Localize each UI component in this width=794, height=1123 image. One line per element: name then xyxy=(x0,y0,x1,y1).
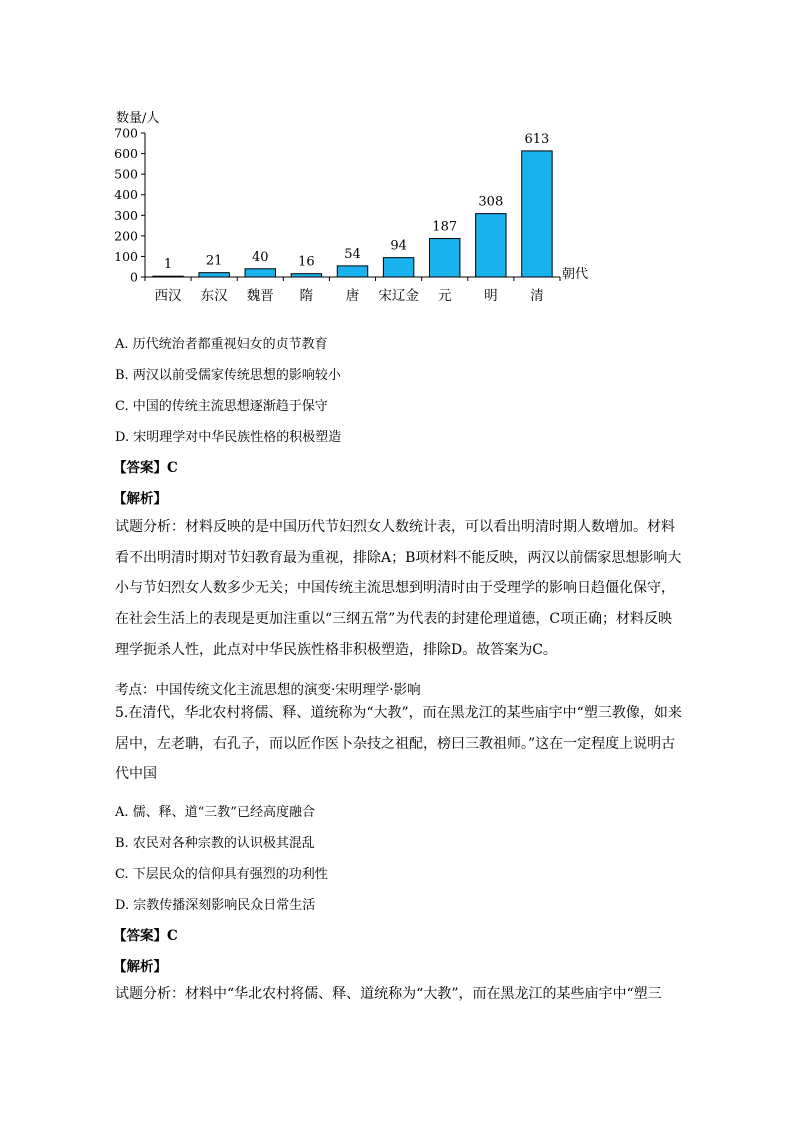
bar xyxy=(383,258,413,277)
q4-option-b: B. 两汉以前受儒家传统思想的影响较小 xyxy=(115,368,341,383)
category-label: 隋 xyxy=(299,288,314,304)
bar-value-label: 613 xyxy=(524,131,550,147)
q5-stem: 5.在清代，华北农村将儒、释、道统称为“大教”，而在黑龙江的某些庙宇中“塑三教像，如来居中，左老聃，右孔子，而以匠作医卜杂技之祖配，榜曰三教祖师。”这在一定程度上说明古代中国 xyxy=(115,705,682,783)
bar xyxy=(522,151,552,277)
bar-value-label: 16 xyxy=(298,254,315,270)
y-tick-label: 600 xyxy=(114,146,138,162)
q5-analysis-heading: 【解析】 xyxy=(113,959,167,975)
y-tick-label: 700 xyxy=(114,125,138,141)
category-label: 元 xyxy=(437,288,452,304)
y-tick-label: 500 xyxy=(114,166,138,182)
y-tick-label: 100 xyxy=(114,248,138,264)
bar xyxy=(153,276,183,277)
q5-option-c: C. 下层民众的信仰具有强烈的功利性 xyxy=(115,867,328,882)
q5-option-b: B. 农民对各种宗教的认识极其混乱 xyxy=(115,836,315,851)
category-label: 明 xyxy=(484,288,498,304)
bar-value-label: 308 xyxy=(478,194,504,210)
q5-option-a: A. 儒、释、道“三教”已经高度融合 xyxy=(115,805,315,820)
q5-answer: 【答案】C xyxy=(113,928,178,944)
q5-option-d: D. 宗教传播深刻影响民众日常生活 xyxy=(115,898,316,913)
bar xyxy=(199,273,229,277)
q4-option-d: D. 宋明理学对中华民族性格的积极塑造 xyxy=(115,430,342,445)
category-label: 魏晋 xyxy=(246,288,274,304)
bar-value-label: 21 xyxy=(205,253,223,269)
q4-analysis: 试题分析：材料反映的是中国历代节妇烈女人数统计表，可以看出明清时期人数增加。材料看不出明清时期对节妇教育最为重视，排除A；B项材料不能反映，两汉以前儒家思想影响大小与节妇烈女人数多少无关；中国传统主流思想到明清时由于受理学的影响日趋僵化保守，在社会生活上的表现是更加注重以“三纲五常”为代表的封建伦理道德，C项正确；材料反映理学扼杀人性，此点对中华民族性格非积极塑造，排除D。故答案为C。 xyxy=(115,519,682,658)
x-axis-label: 朝代 xyxy=(562,267,589,282)
bar xyxy=(430,239,460,277)
q4-kaodian: 考点：中国传统文化主流思想的演变·宋明理学·影响 xyxy=(115,682,421,698)
x-axis-tick-marks xyxy=(145,277,560,281)
y-tick-label: 200 xyxy=(114,228,138,244)
category-labels xyxy=(155,288,544,304)
q4-answer: 【答案】C xyxy=(113,460,178,476)
bar-value-label: 94 xyxy=(390,238,407,254)
y-axis-label: 数量/人 xyxy=(116,111,160,126)
y-tick-label: 400 xyxy=(114,187,138,203)
y-axis-ticks xyxy=(114,126,145,285)
bar-value-label: 40 xyxy=(252,249,269,265)
bar-chart xyxy=(100,100,600,310)
bar xyxy=(476,214,506,277)
q4-option-c: C. 中国的传统主流思想逐渐趋于保守 xyxy=(115,399,328,414)
y-tick-label: 300 xyxy=(114,207,138,223)
category-label: 西汉 xyxy=(154,288,182,304)
bar-value-label: 187 xyxy=(432,219,458,235)
q4-option-a: A. 历代统治者都重视妇女的贞节教育 xyxy=(115,337,328,352)
bar xyxy=(291,274,321,277)
category-label: 唐 xyxy=(345,288,360,304)
category-label: 宋辽金 xyxy=(378,288,419,304)
bar-value-label: 54 xyxy=(344,246,361,262)
y-tick-label: 0 xyxy=(130,269,138,285)
category-label: 东汉 xyxy=(200,288,228,304)
bar xyxy=(337,266,367,277)
q4-analysis-heading: 【解析】 xyxy=(113,491,167,507)
category-label: 清 xyxy=(530,288,544,304)
bar-value-label: 1 xyxy=(163,257,173,273)
bar xyxy=(245,269,275,277)
q5-analysis: 试题分析：材料中“华北农村将儒、释、道统称为“大教”，而在黑龙江的某些庙宇中“塑三 xyxy=(115,986,662,1002)
